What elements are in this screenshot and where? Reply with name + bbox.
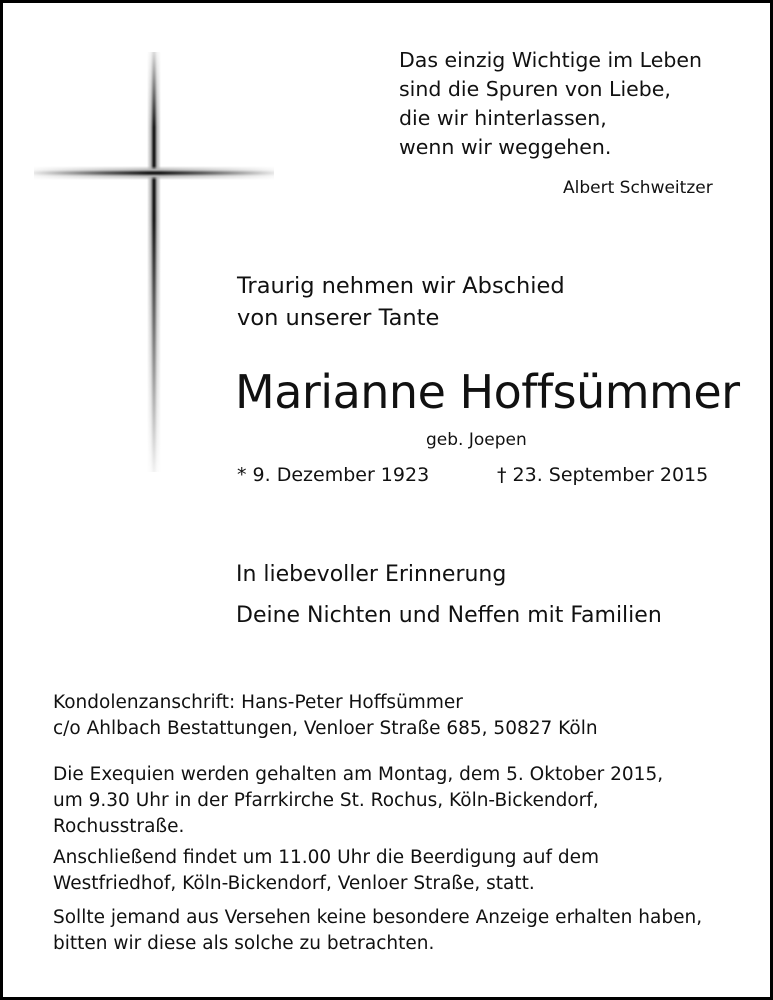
quote xyxy=(399,46,702,162)
intro-line: von unserer Tante xyxy=(237,305,440,331)
maiden-name: geb. Joepen xyxy=(426,430,527,450)
text-line: Westfriedhof, Köln-Bickendorf, Venloer Straße, statt. xyxy=(53,873,535,894)
text-line: um 9.30 Uhr in der Pfarrkirche St. Rochus, Köln-Bickendorf, xyxy=(53,790,599,811)
farewell-intro xyxy=(237,270,565,334)
memorial-line: In liebevoller Erinnerung xyxy=(236,562,507,587)
funeral-mass-info xyxy=(53,762,663,840)
quote-line: Das einzig Wichtige im Leben xyxy=(399,48,702,72)
quote-line: wenn wir weggehen. xyxy=(399,135,612,159)
text-line: Rochusstraße. xyxy=(53,816,185,837)
text-line: c/o Ahlbach Bestattungen, Venloer Straße 685, 50827 Köln xyxy=(53,718,598,739)
text-line: Sollte jemand aus Versehen keine besondere Anzeige erhalten haben, xyxy=(53,907,703,928)
cross-horizontal-beam xyxy=(34,166,274,180)
text-line: Anschließend findet um 11.00 Uhr die Beerdigung auf dem xyxy=(53,847,600,868)
deceased-name: Marianne Hoffsümmer xyxy=(235,365,740,419)
burial-info xyxy=(53,845,599,897)
condolence-address xyxy=(53,690,598,742)
closing-note xyxy=(53,905,702,957)
quote-line: sind die Spuren von Liebe, xyxy=(399,77,671,101)
intro-line: Traurig nehmen wir Abschied xyxy=(237,273,565,299)
quote-author: Albert Schweitzer xyxy=(563,178,713,198)
death-date: † 23. September 2015 xyxy=(497,464,709,486)
text-line: Kondolenzanschrift: Hans-Peter Hoffsümmer xyxy=(53,692,463,713)
text-line: bitten wir diese als solche zu betrachten. xyxy=(53,933,435,954)
text-line: Die Exequien werden gehalten am Montag, dem 5. Oktober 2015, xyxy=(53,764,664,785)
quote-line: die wir hinterlassen, xyxy=(399,106,607,130)
cross-vertical-beam xyxy=(147,52,161,472)
mourners-line: Deine Nichten und Neffen mit Familien xyxy=(236,603,662,628)
birth-date: * 9. Dezember 1923 xyxy=(237,464,430,486)
